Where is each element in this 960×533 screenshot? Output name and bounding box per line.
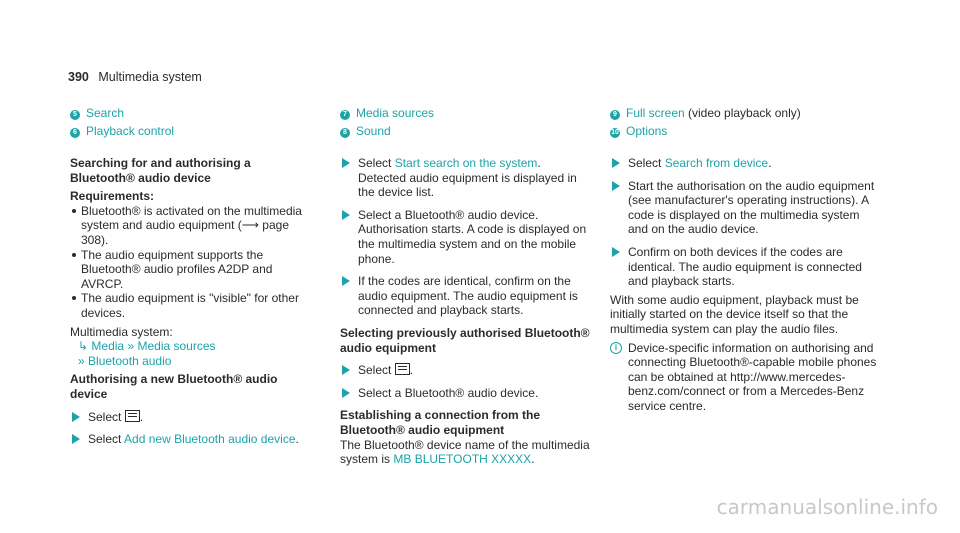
nav-path xyxy=(70,339,310,354)
step-arrow-icon xyxy=(612,181,620,191)
section-heading: Searching for and authorising a Bluetooth® audio device xyxy=(70,156,251,185)
legend-item xyxy=(610,124,880,142)
step-link: Search from device xyxy=(664,156,769,170)
page-number: 390 xyxy=(68,70,89,84)
step-arrow-icon xyxy=(342,158,350,168)
page-header xyxy=(68,70,202,84)
legend-label: Media sources xyxy=(356,106,435,120)
nav-media-sources: Media sources xyxy=(137,339,216,354)
step-arrow-icon xyxy=(72,412,80,422)
nav-media: Media xyxy=(91,339,125,354)
legend-number: 7 xyxy=(340,110,350,120)
column-3 xyxy=(610,106,880,414)
step-arrow-icon xyxy=(612,158,620,168)
column-2 xyxy=(340,106,590,467)
info-icon: i xyxy=(610,342,622,354)
chevron-right-icon: » xyxy=(127,339,135,354)
step: Select . xyxy=(340,363,590,378)
legend-number: 10 xyxy=(611,129,619,136)
legend-number: 5 xyxy=(70,110,80,120)
chevron-right-icon: » xyxy=(78,353,85,368)
paragraph: With some audio equipment, playback must be initially started on the device itself so that the multimedia system can play the audio files. xyxy=(610,292,859,336)
legend-label: Full screen xyxy=(626,106,685,120)
section-title: Multimedia system xyxy=(98,70,202,84)
legend-label: Options xyxy=(626,124,668,138)
step-arrow-icon xyxy=(342,210,350,220)
list-icon xyxy=(125,410,140,422)
step: Confirm on both devices if the codes are identical. The audio equipment is connected and playback starts. xyxy=(610,245,880,289)
step: Select a Bluetooth® audio device. Authorisation starts. A code is displayed on the multimedia system and on the mobile phone. xyxy=(340,208,590,266)
step-arrow-icon xyxy=(612,247,620,257)
section-heading: Authorising a new Bluetooth® audio device xyxy=(70,372,278,401)
paragraph: The Bluetooth® device name of the multimedia system is MB BLUETOOTH XXXXX. xyxy=(340,437,590,467)
legend-number: 8 xyxy=(340,128,350,138)
legend-number: 9 xyxy=(610,110,620,120)
section-heading: Selecting previously authorised Bluetooth® audio equipment xyxy=(340,325,590,355)
step-arrow-icon xyxy=(342,388,350,398)
nav-bluetooth-audio: Bluetooth audio xyxy=(88,353,172,368)
step-arrow-icon xyxy=(342,276,350,286)
step: If the codes are identical, confirm on the audio equipment. The audio equipment is connected and playback starts. xyxy=(340,274,590,318)
legend-label: Sound xyxy=(356,124,391,138)
legend-label: Playback control xyxy=(86,124,175,138)
nav-path xyxy=(70,354,310,369)
column-1 xyxy=(70,106,310,447)
nav-arrow-icon: ↳ xyxy=(78,339,89,354)
legend-item: 9 Full screen (video playback only) xyxy=(610,106,880,124)
legend-label: Search xyxy=(86,106,125,120)
step: Select Search from device. xyxy=(610,156,880,171)
legend-item xyxy=(70,124,310,142)
requirements-title: Requirements: xyxy=(70,189,155,204)
requirement-item: Bluetooth® is activated on the multimedia system and audio equipment (⟶ page 308). xyxy=(70,204,310,248)
step-arrow-icon xyxy=(342,365,350,375)
info-note: i Device-specific information on authorising and connecting Bluetooth®-capable mobile phones can be obtained at http://www.mercedes-benz.com/connect or from a Mercedes-Benz service centre. xyxy=(610,341,880,414)
requirement-item: The audio equipment supports the Bluetooth® audio profiles A2DP and AVRCP. xyxy=(70,248,310,292)
legend-item xyxy=(340,124,590,142)
step-arrow-icon xyxy=(72,434,80,444)
step: Select . xyxy=(70,410,310,425)
device-name: MB BLUETOOTH XXXXX xyxy=(393,452,532,467)
step-link: Start search on the system xyxy=(394,156,538,170)
step: Start the authorisation on the audio equipment (see manufacturer's operating instructions). A code is displayed on the multimedia system and on the audio device. xyxy=(610,179,880,237)
step-link: Add new Bluetooth audio device xyxy=(124,432,296,447)
requirement-item: The audio equipment is "visible" for other devices. xyxy=(70,291,310,320)
list-icon xyxy=(395,363,410,375)
legend-item xyxy=(340,106,590,124)
section-heading: Establishing a connection from the Bluetooth® audio equipment xyxy=(340,408,541,437)
legend-item xyxy=(70,106,310,124)
step: Select a Bluetooth® audio device. xyxy=(340,386,590,401)
multimedia-system-label: Multimedia system: xyxy=(70,324,173,339)
legend-number: 6 xyxy=(70,128,80,138)
step: Select Start search on the system. Detected audio equipment is displayed in the device list. xyxy=(340,156,590,200)
step: Select Add new Bluetooth audio device. xyxy=(70,432,310,447)
watermark: carmanualsonline.info xyxy=(716,495,938,519)
